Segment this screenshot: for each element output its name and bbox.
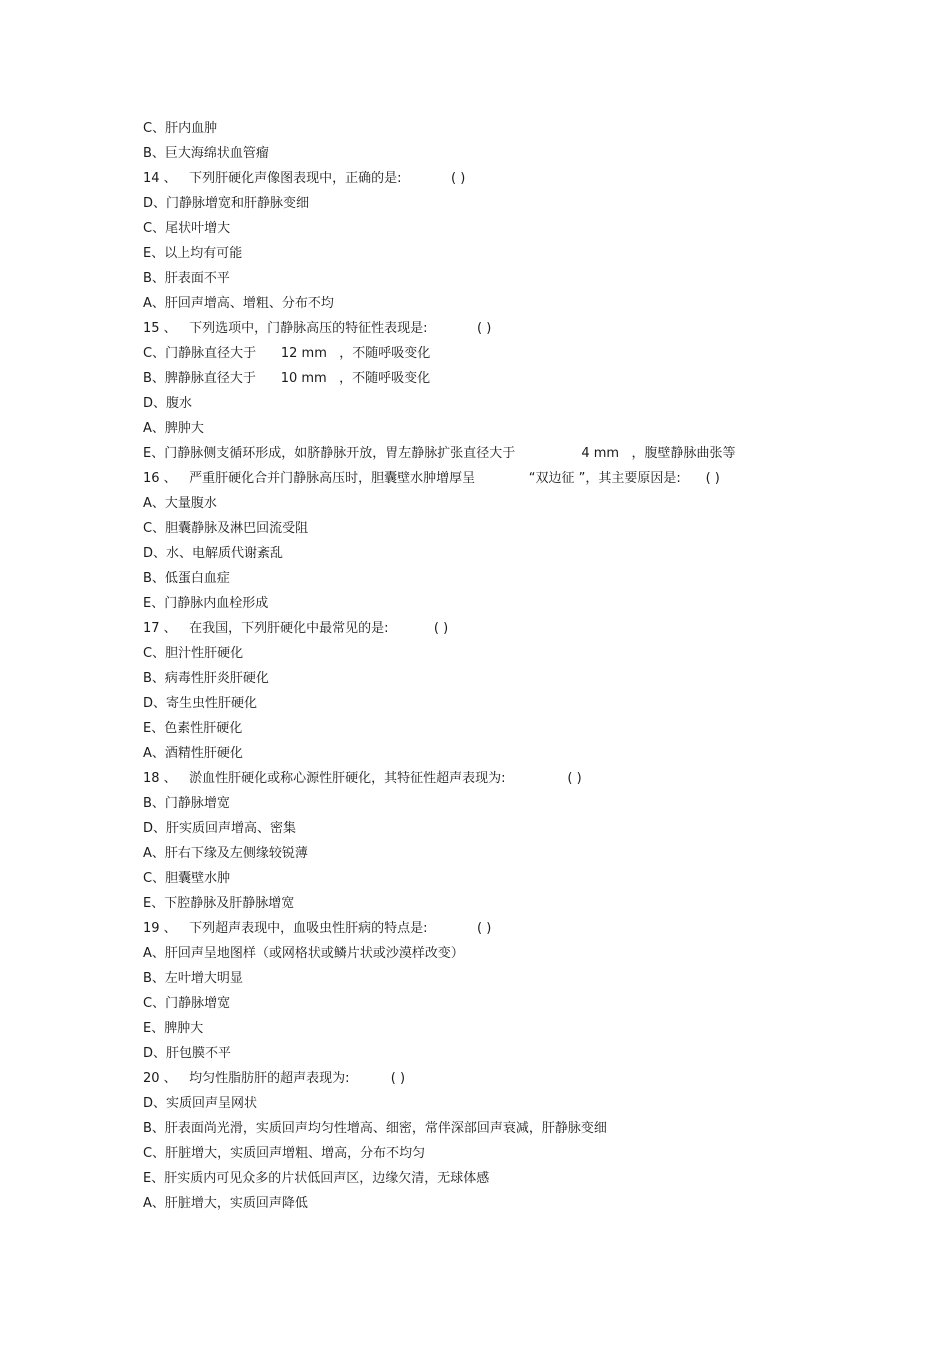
text-line: D、肝实质回声增高、密集 [143, 821, 297, 836]
text-line: A、肝回声增高、增粗、分布不均 [143, 296, 334, 311]
text-line: D、腹水 [143, 396, 193, 411]
text-line: A、脾肿大 [143, 421, 204, 436]
text-line: C、肝内血肿 [143, 121, 218, 136]
text-line: B、病毒性肝炎肝硬化 [143, 671, 269, 686]
text-line: E、脾肿大 [143, 1021, 204, 1036]
question-20: 20 、 均匀性脂肪肝的超声表现为: ( ) [143, 1071, 406, 1086]
text-line: C、门静脉增宽 [143, 996, 231, 1011]
text-line: C、胆囊壁水肿 [143, 871, 231, 886]
question-18: 18 、 淤血性肝硬化或称心源性肝硬化，其特征性超声表现为: ( ) [143, 771, 582, 786]
text-line: B、肝表面不平 [143, 271, 230, 286]
text-line: D、寄生虫性肝硬化 [143, 696, 258, 711]
text-line: B、门静脉增宽 [143, 796, 230, 811]
text-line: D、门静脉增宽和肝静脉变细 [143, 196, 310, 211]
text-line: E、色素性肝硬化 [143, 721, 243, 736]
text-line: B、脾静脉直径大于 10 mm ，不随呼吸变化 [143, 371, 431, 386]
question-19: 19 、 下列超声表现中，血吸虫性肝病的特点是: ( ) [143, 921, 492, 936]
text-line: A、大量腹水 [143, 496, 217, 511]
text-line: B、左叶增大明显 [143, 971, 243, 986]
text-line: C、胆囊静脉及淋巴回流受阻 [143, 521, 309, 536]
text-line: D、水、电解质代谢紊乱 [143, 546, 284, 561]
question-16: 16 、 严重肝硬化合并门静脉高压时，胆囊壁水肿增厚呈 “双边征 ”，其主要原因是: ( ) [143, 471, 720, 486]
text-line: B、低蛋白血症 [143, 571, 230, 586]
text-line: E、门静脉内血栓形成 [143, 596, 269, 611]
text-line: B、肝表面尚光滑，实质回声均匀性增高、细密，常伴深部回声衰减，肝静脉变细 [143, 1121, 607, 1136]
text-line: B、巨大海绵状血管瘤 [143, 146, 269, 161]
text-line: C、胆汁性肝硬化 [143, 646, 244, 661]
text-line: E、肝实质内可见众多的片状低回声区，边缘欠清，无球体感 [143, 1171, 490, 1186]
question-17: 17 、 在我国，下列肝硬化中最常见的是: ( ) [143, 621, 449, 636]
question-15: 15 、 下列选项中，门静脉高压的特征性表现是: ( ) [143, 321, 492, 336]
text-line: E、下腔静脉及肝静脉增宽 [143, 896, 295, 911]
text-line: D、实质回声呈网状 [143, 1096, 258, 1111]
text-line: A、肝脏增大，实质回声降低 [143, 1196, 308, 1211]
text-line: A、肝回声呈地图样（或网格状或鳞片状或沙漠样改变） [143, 946, 464, 961]
text-line: C、尾状叶增大 [143, 221, 231, 236]
text-line: C、肝脏增大，实质回声增粗、增高，分布不均匀 [143, 1146, 426, 1161]
text-line: A、酒精性肝硬化 [143, 746, 243, 761]
text-line: E、以上均有可能 [143, 246, 243, 261]
text-line: D、肝包膜不平 [143, 1046, 232, 1061]
text-line: C、门静脉直径大于 12 mm ，不随呼吸变化 [143, 346, 431, 361]
text-line: A、肝右下缘及左侧缘较锐薄 [143, 846, 308, 861]
text-line: E、门静脉侧支循环形成，如脐静脉开放，胃左静脉扩张直径大于 4 mm ，腹壁静脉曲张等 [143, 446, 736, 461]
question-14: 14 、 下列肝硬化声像图表现中，正确的是: ( ) [143, 171, 466, 186]
